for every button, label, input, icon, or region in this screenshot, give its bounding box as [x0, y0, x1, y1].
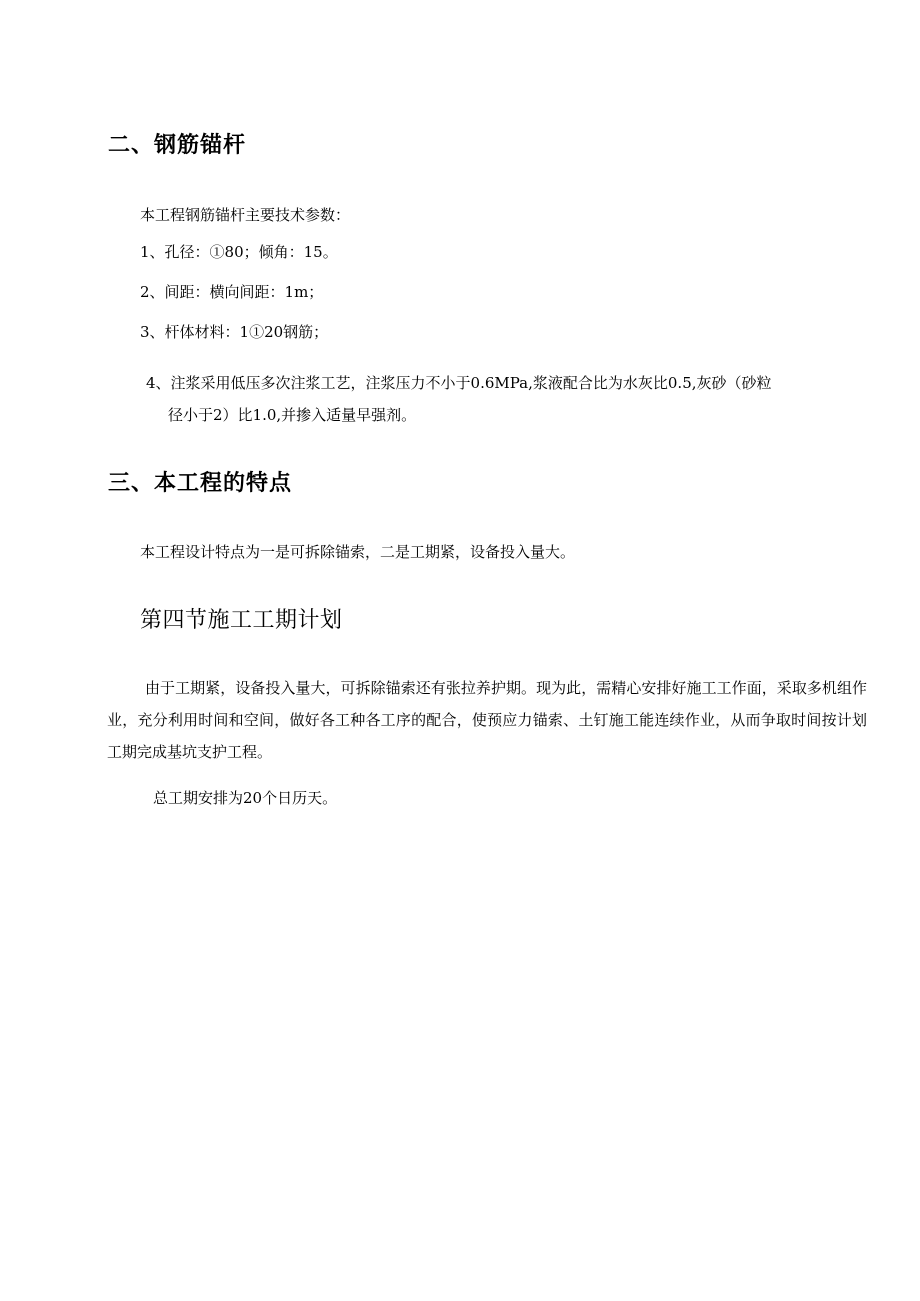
features-text: 本工程设计特点为一是可拆除锚索，二是工期紧，设备投入量大。: [140, 543, 576, 561]
section-heading-features: 三、本工程的特点: [108, 471, 293, 496]
schedule-total-text: 总工期安排为20个日历天。: [153, 789, 338, 807]
anchor-param-2: 2、间距：横向间距：1m；: [140, 283, 324, 301]
anchor-param-1: 1、孔径：①80；倾角：15。: [140, 243, 338, 261]
section-heading-schedule: 第四节施工工期计划: [140, 608, 343, 633]
schedule-paragraph: 由于工期紧，设备投入量大，可拆除锚索还有张拉养护期。现为此，需精心安排好施工工作面，采取多机组作业，充分利用时间和空间，做好各工种各工序的配合，使预应力锚索、土钉施工能连续作业，从而争取时间按计划工期完成基坑支护工程。: [107, 679, 867, 761]
section-heading-anchor-rods: 二、钢筋锚杆: [108, 133, 247, 158]
anchor-intro-text: 本工程钢筋锚杆主要技术参数：: [140, 206, 351, 224]
anchor-param-4-line2: 径小于2）比1.0,并掺入适量早强剂。: [168, 406, 417, 424]
anchor-param-3: 3、杆体材料：1①20钢筋；: [140, 323, 329, 341]
anchor-param-4-line1: 4、注浆采用低压多次注浆工艺，注浆压力不小于0.6MPa,浆液配合比为水灰比0.5,灰砂（砂粒: [146, 374, 772, 392]
anchor-param-4: [146, 367, 856, 431]
